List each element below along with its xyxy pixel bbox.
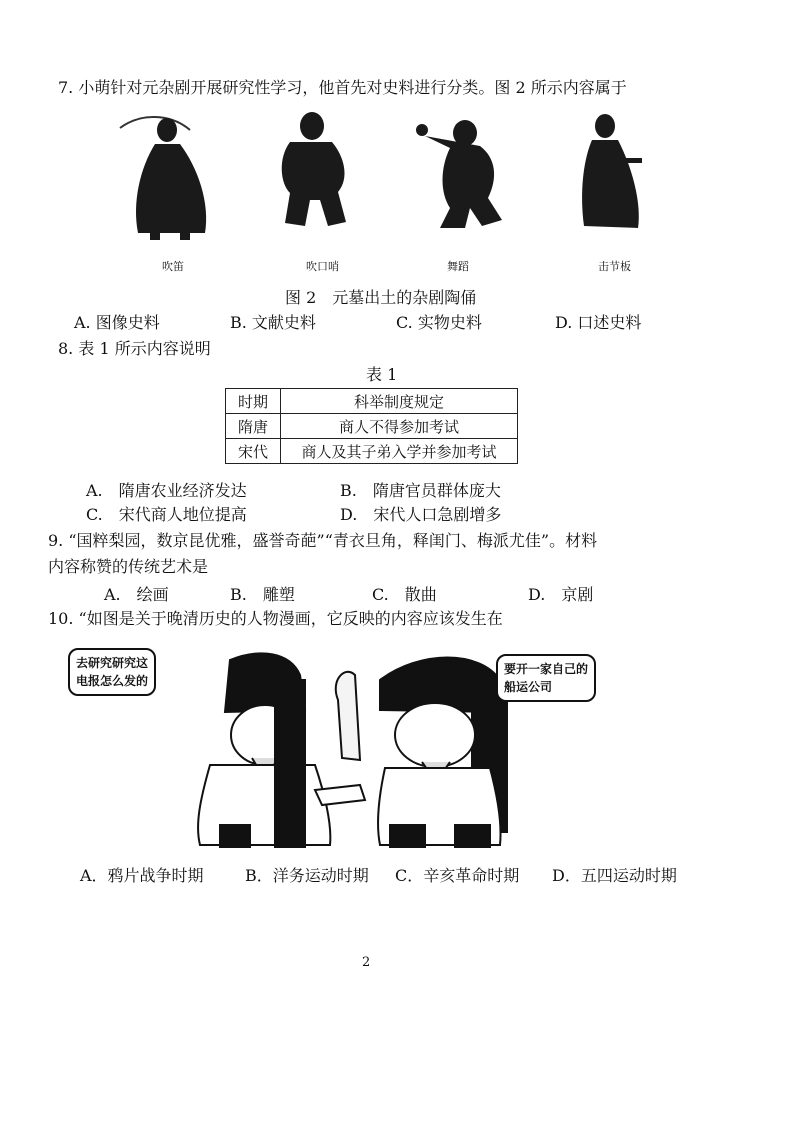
table-cell: 商人不得参加考试 — [281, 414, 518, 439]
figurine-dancer — [416, 120, 502, 228]
cartoon-official-left — [198, 653, 365, 847]
q9-option-d: D. 京剧 — [528, 585, 594, 604]
q10-option-d: D．五四运动时期 — [552, 866, 677, 885]
figure-caption-3: 舞蹈 — [447, 260, 469, 273]
table-cell: 宋代 — [226, 439, 281, 464]
bubble-left-line2: 电报怎么发的 — [76, 674, 149, 688]
q7-figure-title: 图 2 元墓出土的杂剧陶俑 — [285, 288, 477, 307]
q10-option-b: B．洋务运动时期 — [245, 866, 369, 885]
cartoon-official-right — [378, 658, 507, 848]
bubble-right-line2: 船运公司 — [504, 680, 553, 694]
bubble-right-line1: 要开一家自己的 — [504, 662, 589, 676]
q9-option-b: B. 雕塑 — [230, 585, 295, 604]
q7-option-d: D. 口述史料 — [555, 313, 642, 332]
speech-bubble-right — [496, 654, 596, 702]
speech-bubble-left — [68, 648, 156, 696]
figure-caption-4: 击节板 — [598, 260, 631, 273]
q8-option-a: A. 隋唐农业经济发达 — [86, 481, 247, 500]
table-cell: 隋唐 — [226, 414, 281, 439]
bubble-left-line1: 去研究研究这 — [76, 656, 149, 670]
q8-stem: 8. 表 1 所示内容说明 — [58, 339, 211, 358]
q7-figure-figurines — [110, 108, 670, 248]
q8-table-title: 表 1 — [366, 365, 398, 384]
q10-option-a: A．鸦片战争时期 — [80, 866, 204, 885]
q10-stem: 10. “如图是关于晚清历史的人物漫画，它反映的内容应该发生在 — [48, 609, 503, 628]
figure-caption-1: 吹笛 — [162, 260, 184, 273]
table-cell: 商人及其子弟入学并参加考试 — [281, 439, 518, 464]
q8-table — [225, 388, 518, 464]
figurine-whistler — [282, 112, 346, 226]
q9-option-a: A. 绘画 — [104, 585, 169, 604]
figurine-clapper — [582, 114, 642, 228]
table-row — [226, 414, 518, 439]
q8-option-b: B. 隋唐官员群体庞大 — [340, 481, 501, 500]
q7-option-a: A. 图像史料 — [74, 313, 160, 332]
table-header-rule: 科举制度规定 — [281, 389, 518, 414]
figurine-flute-player — [120, 117, 206, 240]
q9-stem-line2: 内容称赞的传统艺术是 — [48, 557, 209, 576]
table-row — [226, 439, 518, 464]
q10-option-c: C．辛亥革命时期 — [395, 866, 520, 885]
q7-option-b: B. 文献史料 — [230, 313, 316, 332]
q9-option-c: C. 散曲 — [372, 585, 437, 604]
table-header-period: 时期 — [226, 389, 281, 414]
q7-stem: 7. 小萌针对元杂剧开展研究性学习，他首先对史料进行分类。图 2 所示内容属于 — [58, 78, 627, 97]
q8-option-c: C. 宋代商人地位提高 — [86, 505, 247, 524]
q9-stem-line1: 9. “国粹梨园，数京昆优雅，盛誉奇葩”“青衣旦角，释闺门、梅派尤佳”。材料 — [48, 531, 598, 550]
q7-option-c: C. 实物史料 — [396, 313, 482, 332]
figure-caption-2: 吹口哨 — [306, 260, 339, 273]
table-row — [226, 389, 518, 414]
q8-option-d: D. 宋代人口急剧增多 — [340, 505, 502, 524]
page-number: 2 — [362, 955, 371, 970]
